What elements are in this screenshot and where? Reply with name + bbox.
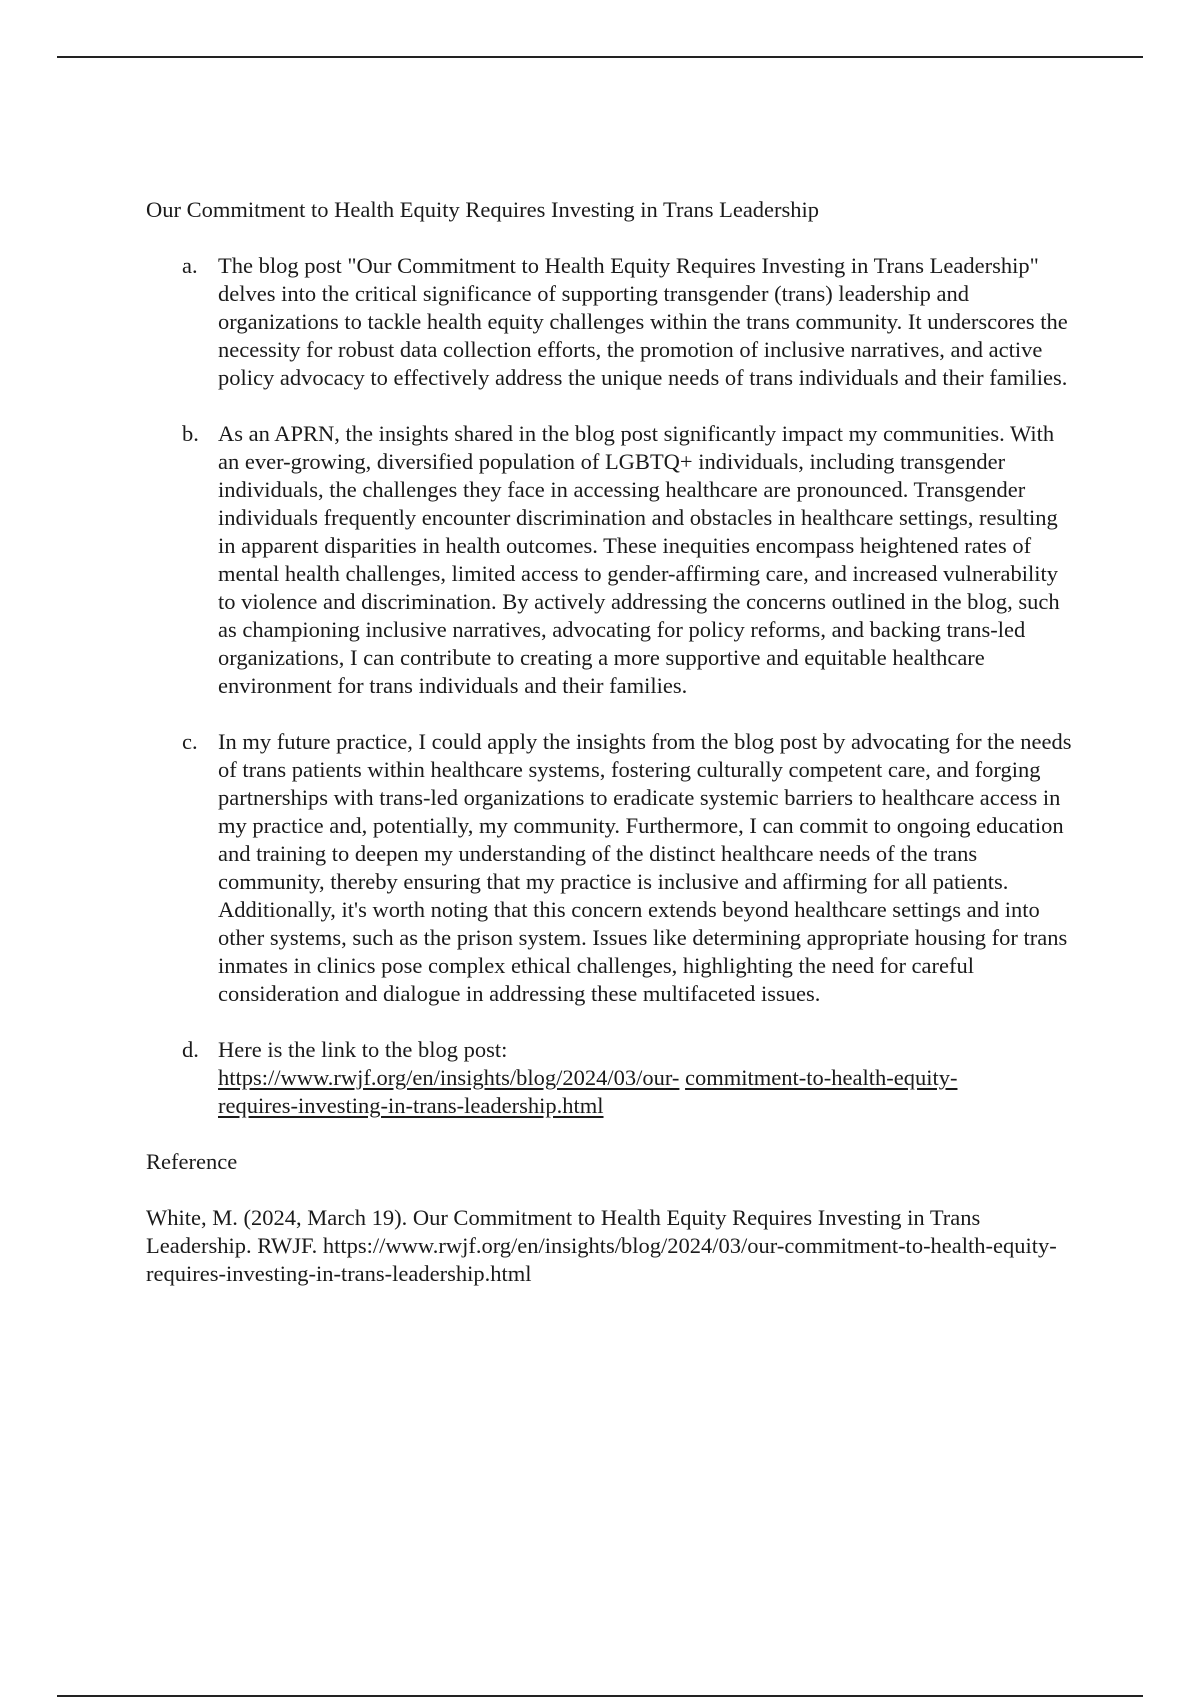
blog-post-link-part-1[interactable]: https://www.rwjf.org/en/insights/blog/2024/03/our- [218, 1065, 680, 1090]
list-item-text: In my future practice, I could apply the insights from the blog post by advocating for the needs of trans patients within healthcare systems, fostering culturally competent care, and forging partnerships with trans-led organizations to eradicate systemic barriers to healthcare access in my practice and, potentially, my community. Furthermore, I can commit to ongoing education and training to deepen my understanding of the distinct healthcare needs of the trans community, thereby ensuring that my practice is inclusive and affirming for all patients. Additionally, it's worth noting that this concern extends beyond healthcare settings and into other systems, such as the prison system. Issues like determining appropriate housing for trans inmates in clinics pose complex ethical challenges, highlighting the need for careful consideration and dialogue in addressing these multifaceted issues. [218, 729, 1072, 1006]
list-marker: b. [182, 421, 199, 446]
list-marker: c. [182, 729, 198, 754]
list-marker: d. [182, 1037, 199, 1062]
list-item-b [146, 420, 1080, 700]
list-item-text: The blog post "Our Commitment to Health Equity Requires Investing in Trans Leadership" delves into the critical significance of supporting transgender (trans) leadership and organizations to tackle health equity challenges within the trans community. It underscores the necessity for robust data collection efforts, the promotion of inclusive narratives, and active policy advocacy to effectively address the unique needs of trans individuals and their families. [218, 253, 1068, 390]
header-rule [57, 56, 1143, 58]
footer-rule [57, 1695, 1143, 1697]
document-title: Our Commitment to Health Equity Requires Investing in Trans Leadership [146, 197, 820, 222]
blog-post-link-part-3[interactable]: requires-investing-in-trans-leadership.html [218, 1093, 604, 1118]
list-item-text: Here is the link to the blog post: [218, 1037, 508, 1062]
list-item-d [146, 1036, 1080, 1120]
discussion-list [146, 252, 1086, 1120]
list-item-c [146, 728, 1080, 1008]
blog-post-link-part-2[interactable]: commitment-to-health-equity- [685, 1065, 958, 1090]
list-marker: a. [182, 253, 198, 278]
reference-heading: Reference [146, 1149, 238, 1174]
list-item-a [146, 252, 1080, 392]
reference-citation: White, M. (2024, March 19). Our Commitment to Health Equity Requires Investing in Trans Leadership. RWJF. https://www.rwjf.org/en/insights/blog/2024/03/our-commitment-to-health-equity-requires-investing-in-trans-leadership.html [146, 1205, 1057, 1286]
document-body [146, 196, 1086, 1288]
list-item-text: As an APRN, the insights shared in the blog post significantly impact my communities. With an ever-growing, diversified population of LGBTQ+ individuals, including transgender individuals, the challenges they face in accessing healthcare are pronounced. Transgender individuals frequently encounter discrimination and obstacles in healthcare settings, resulting in apparent disparities in health outcomes. These inequities encompass heightened rates of mental health challenges, limited access to gender-affirming care, and increased vulnerability to violence and discrimination. By actively addressing the concerns outlined in the blog, such as championing inclusive narratives, advocating for policy reforms, and backing trans-led organizations, I can contribute to creating a more supportive and equitable healthcare environment for trans individuals and their families. [218, 421, 1060, 698]
